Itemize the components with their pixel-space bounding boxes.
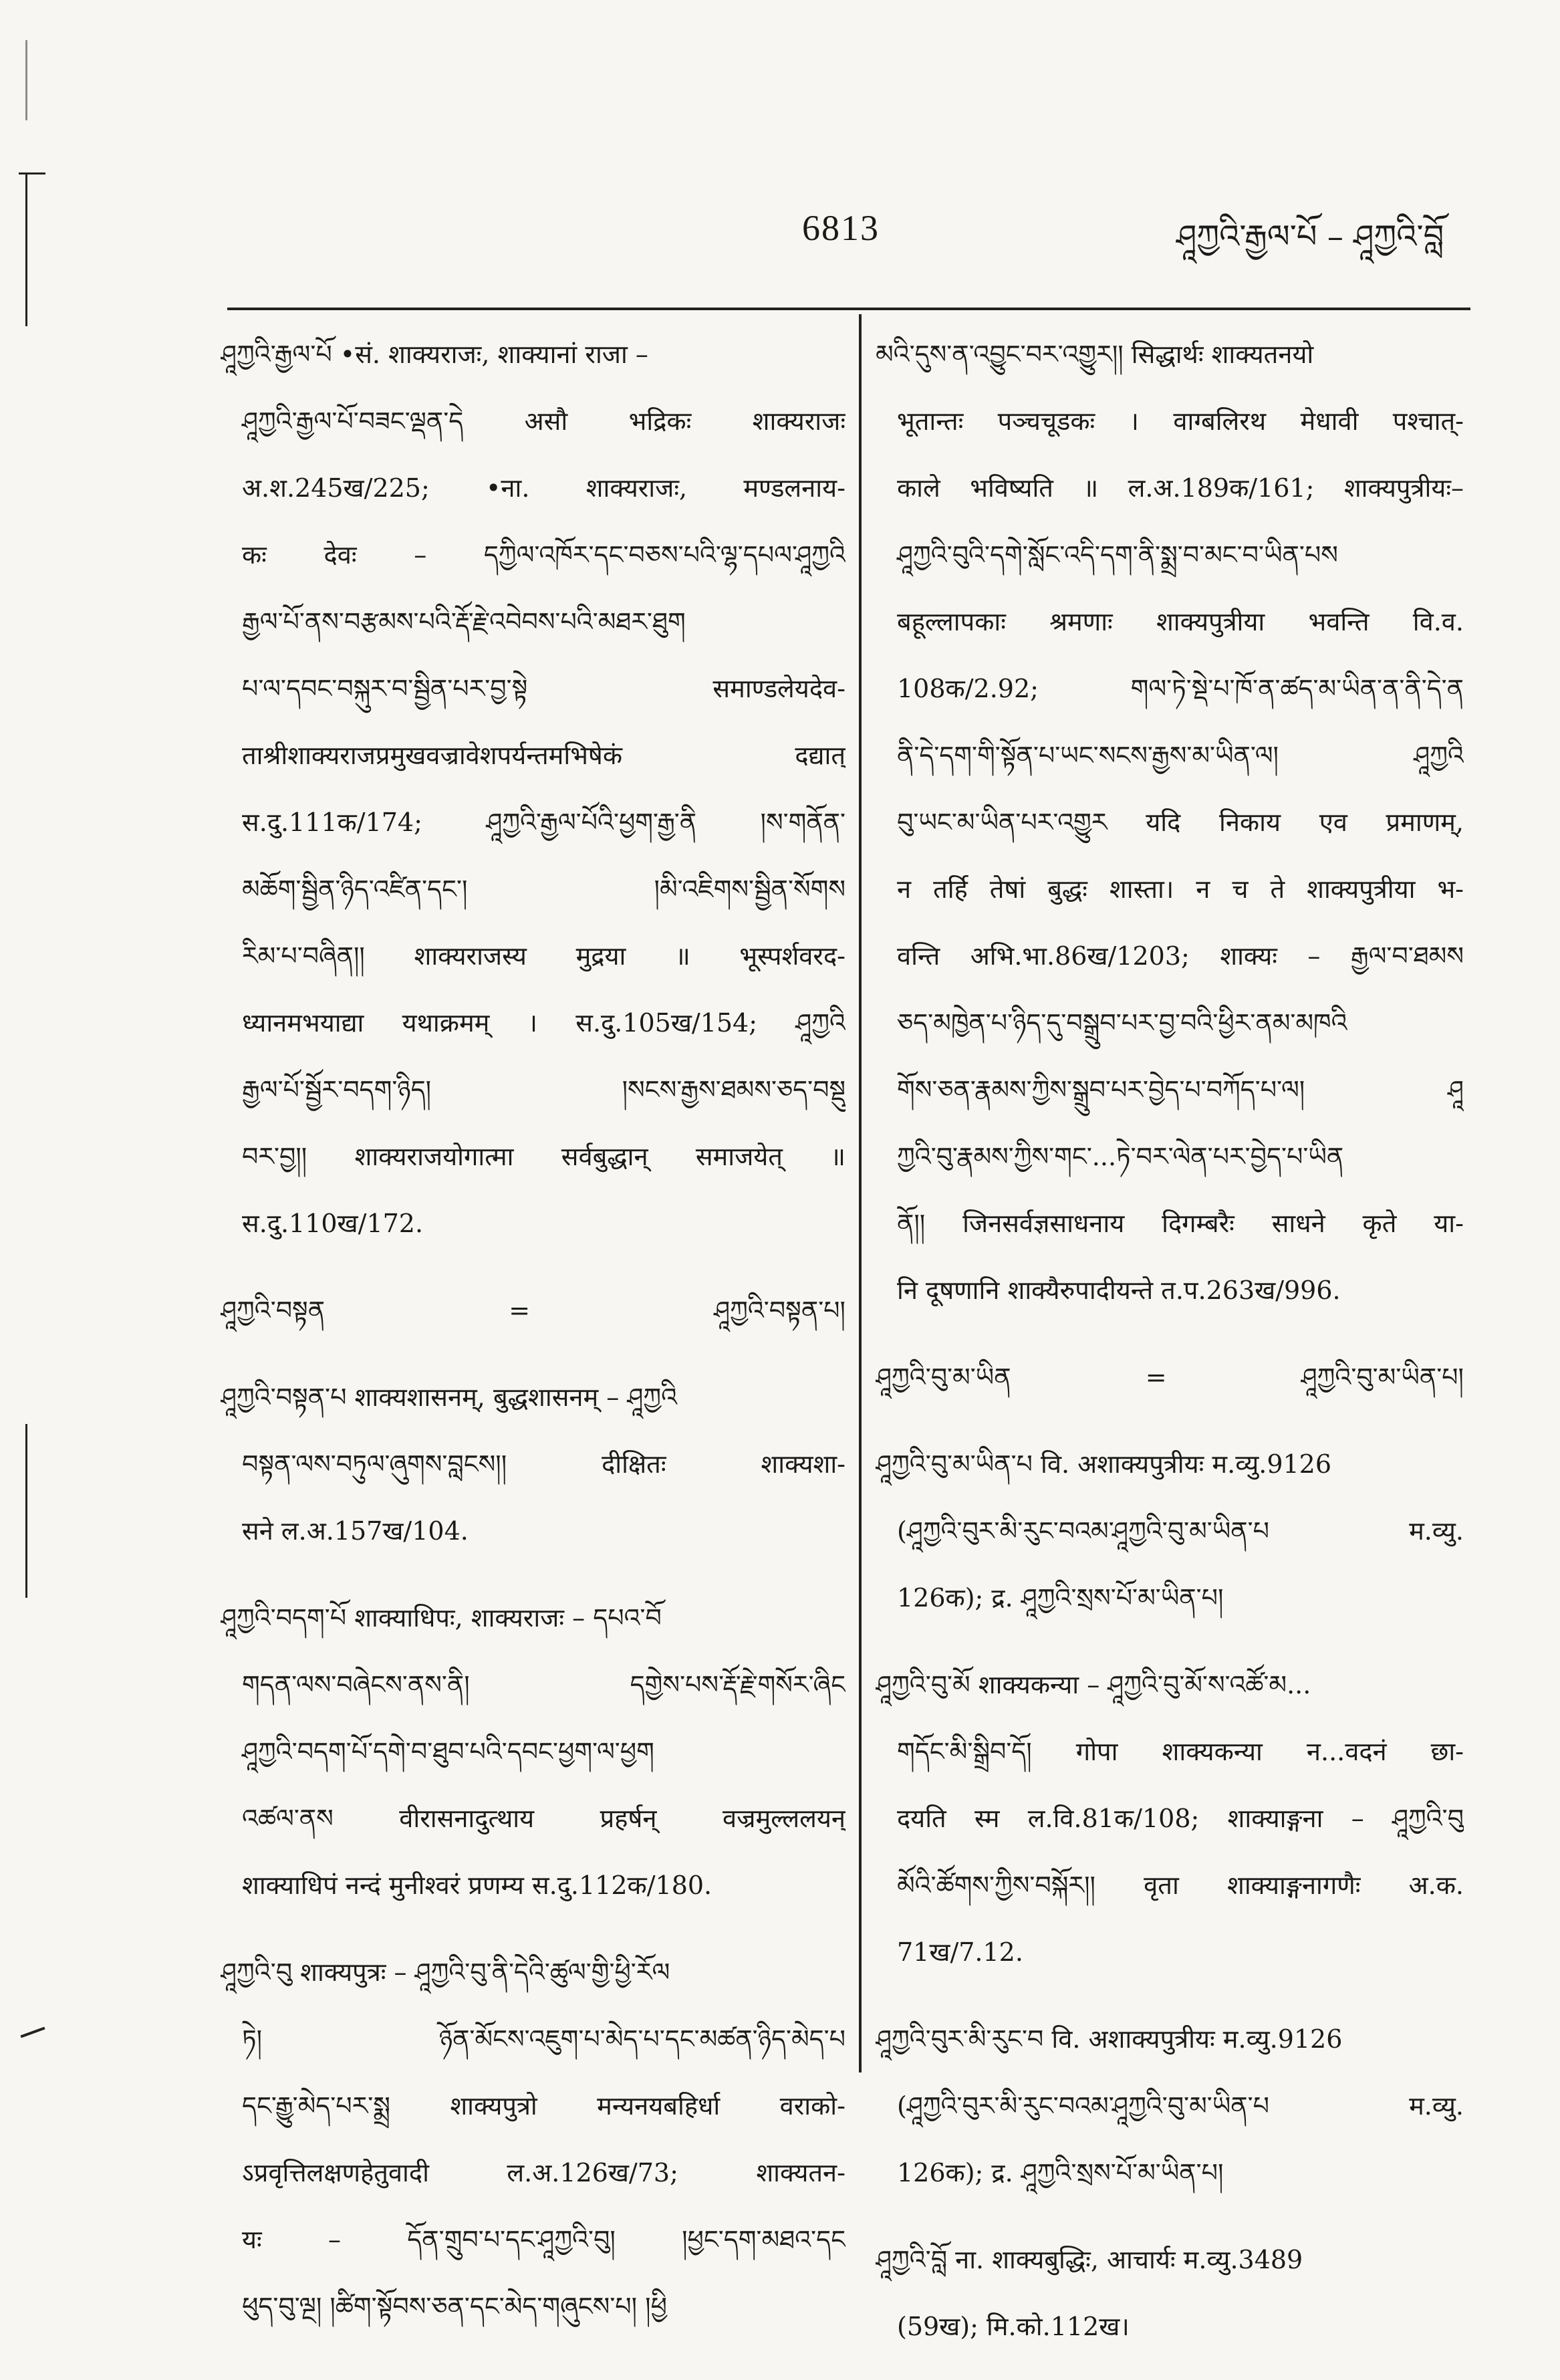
entry-text-line: ཏེ། ཉོན་མོངས་འཇུག་པ་མེད་པ་དང་མཚན་ཉིད་མེད་པ (242, 2024, 846, 2054)
dictionary-entry (221, 1584, 846, 1919)
xref-target: ཤཱཀྱའི་བསྟན་པ། (714, 1296, 846, 1325)
xref-target: ཤཱཀྱའི་བུ་མ་ཡིན་པ། (1301, 1362, 1464, 1392)
cross-reference (221, 1277, 846, 1344)
entry-text-line: ཕུད་བུ་ལྔ། །ཚིག་སྟོབས་ཅན་དང་མེད་གཞུངས་པ། །ཕྱི (242, 2292, 667, 2321)
xref-eq: = (509, 1296, 531, 1325)
dictionary-entry (876, 1344, 1464, 1411)
header-rule (227, 308, 1470, 310)
margin-mark (20, 2027, 45, 2038)
entry-text-line: བུ་ཡང་མ་ཡིན་པར་འགྱུར यदि निकाय एव प्रमाणम्, (897, 808, 1464, 837)
entry-text-line: स.दु.110ख/172. (242, 1209, 424, 1238)
entry-text-line: वन्ति अभि.भा.86ख/1203; शाक्यः – རྒྱལ་བ་ཐམས (897, 941, 1464, 971)
entry-text-line: ཤཱཀྱའི་བདག་པོ་དགེ་བ་ཐུབ་པའི་དབང་ཕྱག་ལ་ཕྱག (242, 1737, 654, 1766)
entry-text-line: རིམ་པ་བཞིན།། शाक्यराजस्य मुद्रया ॥ भूस्पर्शवरद- (242, 941, 846, 971)
entry-text-line: དང་རྒྱུ་མེད་པར་སྨྲ शाक्यपुत्रो मन्यनयबहिर्धा वराको- (242, 2091, 846, 2121)
entry-headword-line: ཤཱཀྱའི་བུར་མི་རུང་བ वि. अशाक्यपुत्रीयः म.व्यु.9126 (876, 2024, 1343, 2054)
entry-text-line: ཤཱཀྱའི་རྒྱལ་པོ་བཟང་ལྡན་དེ असौ भद्रिकः शाक्यराजः (242, 406, 846, 436)
entry-text-line: ནོ།། जिनसर्वज्ञसाधनाय दिगम्बरैः साधने कृते या- (897, 1209, 1464, 1238)
entry-text-line: भूतान्तः पञ्चचूडकः । वाग्बलिरथ मेधावी पश्चात्- (897, 406, 1464, 436)
entry-text-line: ཅད་མཁྱེན་པ་ཉིད་དུ་བསྒྲུབ་པར་བྱ་བའི་ཕྱིར་ནམ་མཁའི (897, 1008, 1347, 1038)
entry-text-line: (ཤཱཀྱའི་བུར་མི་རུང་བའམ་ཤཱཀྱའི་བུ་མ་ཡིན་པ म.व्यु. (897, 1516, 1464, 1546)
margin-mark (19, 172, 45, 174)
entry-text-line: བར་བྱ།། शाक्यराजयोगात्मा सर्वबुद्धान् समाजयेत् ॥ (242, 1142, 846, 1171)
entry-text-line: न तर्हि तेषां बुद्धः शास्ता। न च ते शाक्यपुत्रीया भ- (897, 874, 1464, 904)
running-head: ཤཱཀྱའི་རྒྱལ་པོ – ཤཱཀྱའི་བློ (1176, 218, 1444, 255)
xref-eq: = (1145, 1362, 1167, 1392)
entry-headword-line: ཤཱཀྱའི་བདག་པོ शाक्याधिपः, शाक्यराजः – དཔའ་བོ (221, 1603, 662, 1633)
entry-text-line: གདན་ལས་བཞེངས་ནས་ནི། དགྱེས་པས་རྡོ་རྗེ་གསོར་ཞིང (242, 1670, 846, 1699)
dictionary-entry (876, 2006, 1464, 2206)
margin-mark (25, 172, 27, 326)
entry-text-line: པ་ལ་དབང་བསྐུར་བ་སྦྱིན་པར་བྱ་སྟེ समाण्डलेयदेव- (242, 674, 846, 703)
entry-text-line: ནི་དེ་དག་གི་སྟོན་པ་ཡང་སངས་རྒྱས་མ་ཡིན་ལ། ཤཱཀྱའི (897, 741, 1464, 770)
dictionary-entry (876, 1651, 1464, 1986)
entry-text-line: རྒྱལ་པོ་ནས་བརྩམས་པའི་རྡོ་རྗེ་འབེབས་པའི་མཐར་ཐུག (242, 607, 686, 636)
entry-text-line: གདོང་མི་སྒྲིབ་དོ། गोपा शाक्यकन्या न...वदनं छा- (897, 1737, 1464, 1766)
dictionary-entry (221, 1277, 846, 1344)
entry-text-line: (59ख); मि.को.112ख। (897, 2312, 1130, 2341)
dictionary-entry (876, 2226, 1464, 2360)
entry-text-line: (ཤཱཀྱའི་བུར་མི་རུང་བའམ་ཤཱཀྱའི་བུ་མ་ཡིན་པ म.व्यु. (897, 2091, 1464, 2121)
margin-mark (25, 1424, 27, 1598)
entry-text-line: མོའི་ཚོགས་ཀྱིས་བསྐོར།། वृता शाक्याङ्गनागणैः अ.क. (897, 1871, 1464, 1900)
entry-text-line: शाक्याधिपं नन्दं मुनीश्वरं प्रणम्य स.दु.112क/180. (242, 1871, 712, 1900)
entry-text-line: རྒྱལ་པོ་སྦྱོར་བདག་ཉིད། །སངས་རྒྱས་ཐམས་ཅད་བསྡུ (242, 1075, 846, 1104)
xref-head: ཤཱཀྱའི་བུ་མ་ཡིན (876, 1362, 1011, 1392)
xref-head: ཤཱཀྱའི་བསྟན (221, 1296, 326, 1325)
entry-text-line: བསྟན་ལས་བཏུལ་ཞུགས་བླངས།། दीक्षितः शाक्यशा- (242, 1449, 846, 1479)
dictionary-entry (221, 1364, 846, 1564)
dictionary-entry (221, 1939, 846, 2340)
entry-text-line: नि दूषणानि शाक्यैरुपादीयन्ते त.प.263ख/996. (897, 1276, 1341, 1305)
entry-text-line: ཀྱའི་བུ་རྣམས་ཀྱིས་གང་...ཏེ་བར་ལེན་པར་བྱེད་པ་ཡིན (897, 1142, 1344, 1171)
page-number: 6813 (802, 208, 880, 248)
entry-text-line: काले भविष्यति ॥ ल.अ.189क/161; शाक्यपुत्रीयः– (897, 473, 1464, 503)
entry-text-line: 126क); द्र. ཤཱཀྱའི་སྲས་པོ་མ་ཡིན་པ། (897, 1583, 1224, 1613)
entry-headword-line: ཤཱཀྱའི་བསྟན་པ शाक्यशासनम्, बुद्धशासनम् – ཤཱཀྱའི (221, 1383, 678, 1412)
entry-text-line: ཤཱཀྱའི་བུའི་དགེ་སློང་འདི་དག་ནི་སྨྲ་བ་མང་བ་ཡིན་པས (897, 540, 1338, 570)
entry-headword-line: ཤཱཀྱའི་བུ་མ་ཡིན་པ वि. अशाक्यपुत्रीयः म.व्यु.9126 (876, 1449, 1332, 1479)
dictionary-entry (221, 321, 846, 1257)
right-column (876, 321, 1464, 2380)
entry-text-line: अ.श.245ख/225; •ना. शाक्यराजः, मण्डलनाय- (242, 473, 846, 503)
entry-text-line: कः देवः – དཀྱིལ་འཁོར་དང་བཅས་པའི་ལྷ་དཔལ་ཤཱཀྱའི (242, 540, 846, 570)
dictionary-entry (876, 1431, 1464, 1631)
entry-text-line: 108क/2.92; གལ་ཏེ་སྡེ་པ་ཁོ་ན་ཚད་མ་ཡིན་ན་ནི་དེ་ན (897, 674, 1464, 703)
margin-mark (25, 40, 27, 120)
entry-headword-line: ཤཱཀྱའི་བུ་མོ शाक्यकन्या – ཤཱཀྱའི་བུ་མོ་ས་འཚོ་མ... (876, 1670, 1311, 1699)
entry-text-line: स.दु.111क/174; ཤཱཀྱའི་རྒྱལ་པོའི་ཕྱག་རྒྱ་ནི །ས་གནོན་ (242, 808, 846, 837)
cross-reference (876, 1344, 1464, 1411)
column-divider (859, 314, 862, 2072)
entry-text-line: གོས་ཅན་རྣམས་ཀྱིས་སྒྲུབ་པར་བྱེད་པ་བཀོད་པ་ལ། ཤཱ (897, 1075, 1464, 1104)
entry-text-line: ऽप्रवृत्तिलक्षणहेतुवादी ल.अ.126ख/73; शाक्यतन- (242, 2158, 846, 2187)
entry-headword-line: ཤཱཀྱའི་བློ ना. शाक्यबुद्धिः, आचार्यः म.व्यु.3489 (876, 2245, 1303, 2274)
entry-headword-line: མའི་དུས་ན་འབྱུང་བར་འགྱུར།། सिद्धार्थः शाक्यतनयो (876, 340, 1314, 369)
entry-text-line: दयति स्म ल.वि.81क/108; शाक्याङ्गना – ཤཱཀྱའི་བུ (897, 1804, 1464, 1833)
entry-headword-line: ཤཱཀྱའི་བུ शाक्यपुत्रः – ཤཱཀྱའི་བུ་ནི་དེའི་ཚུལ་གྱི་ཕྱི་རོལ (221, 1957, 670, 1987)
entry-text-line: बहूल्लापकाः श्रमणाः शाक्यपुत्रीया भवन्ति वि.व. (897, 607, 1464, 636)
entry-text-line: सने ल.अ.157ख/104. (242, 1516, 469, 1546)
left-column (221, 321, 846, 2360)
entry-headword-line: ཤཱཀྱའི་རྒྱལ་པོ •सं. शाक्यराजः, शाक्यानां राजा – (221, 340, 648, 369)
entry-text-line: ध्यानमभयाद्या यथाक्रमम् । स.दु.105ख/154; ཤཱཀྱའི (242, 1008, 846, 1038)
entry-text-line: འཚལ་ནས वीरासनादुत्थाय प्रहर्षन् वज्रमुल्ललयन् (242, 1804, 846, 1833)
entry-text-line: 126क); द्र. ཤཱཀྱའི་སྲས་པོ་མ་ཡིན་པ། (897, 2158, 1224, 2187)
entry-text-line: 71ख/7.12. (897, 1937, 1023, 1967)
entry-text-line: यः – དོན་གྲུབ་པ་དང་ཤཱཀྱའི་བུ། །ཕྱང་དག་མཐའ་དང (242, 2225, 846, 2254)
entry-text-line: ताश्रीशाक्यराजप्रमुखवज्रावेशपर्यन्तमभिषेकं दद्यात् (242, 741, 846, 770)
dictionary-entry (876, 321, 1464, 1324)
entry-text-line: མཆོག་སྦྱིན་ཉིད་འཛིན་དང་། །མི་འཇིགས་སྦྱིན་སོགས (242, 874, 846, 904)
